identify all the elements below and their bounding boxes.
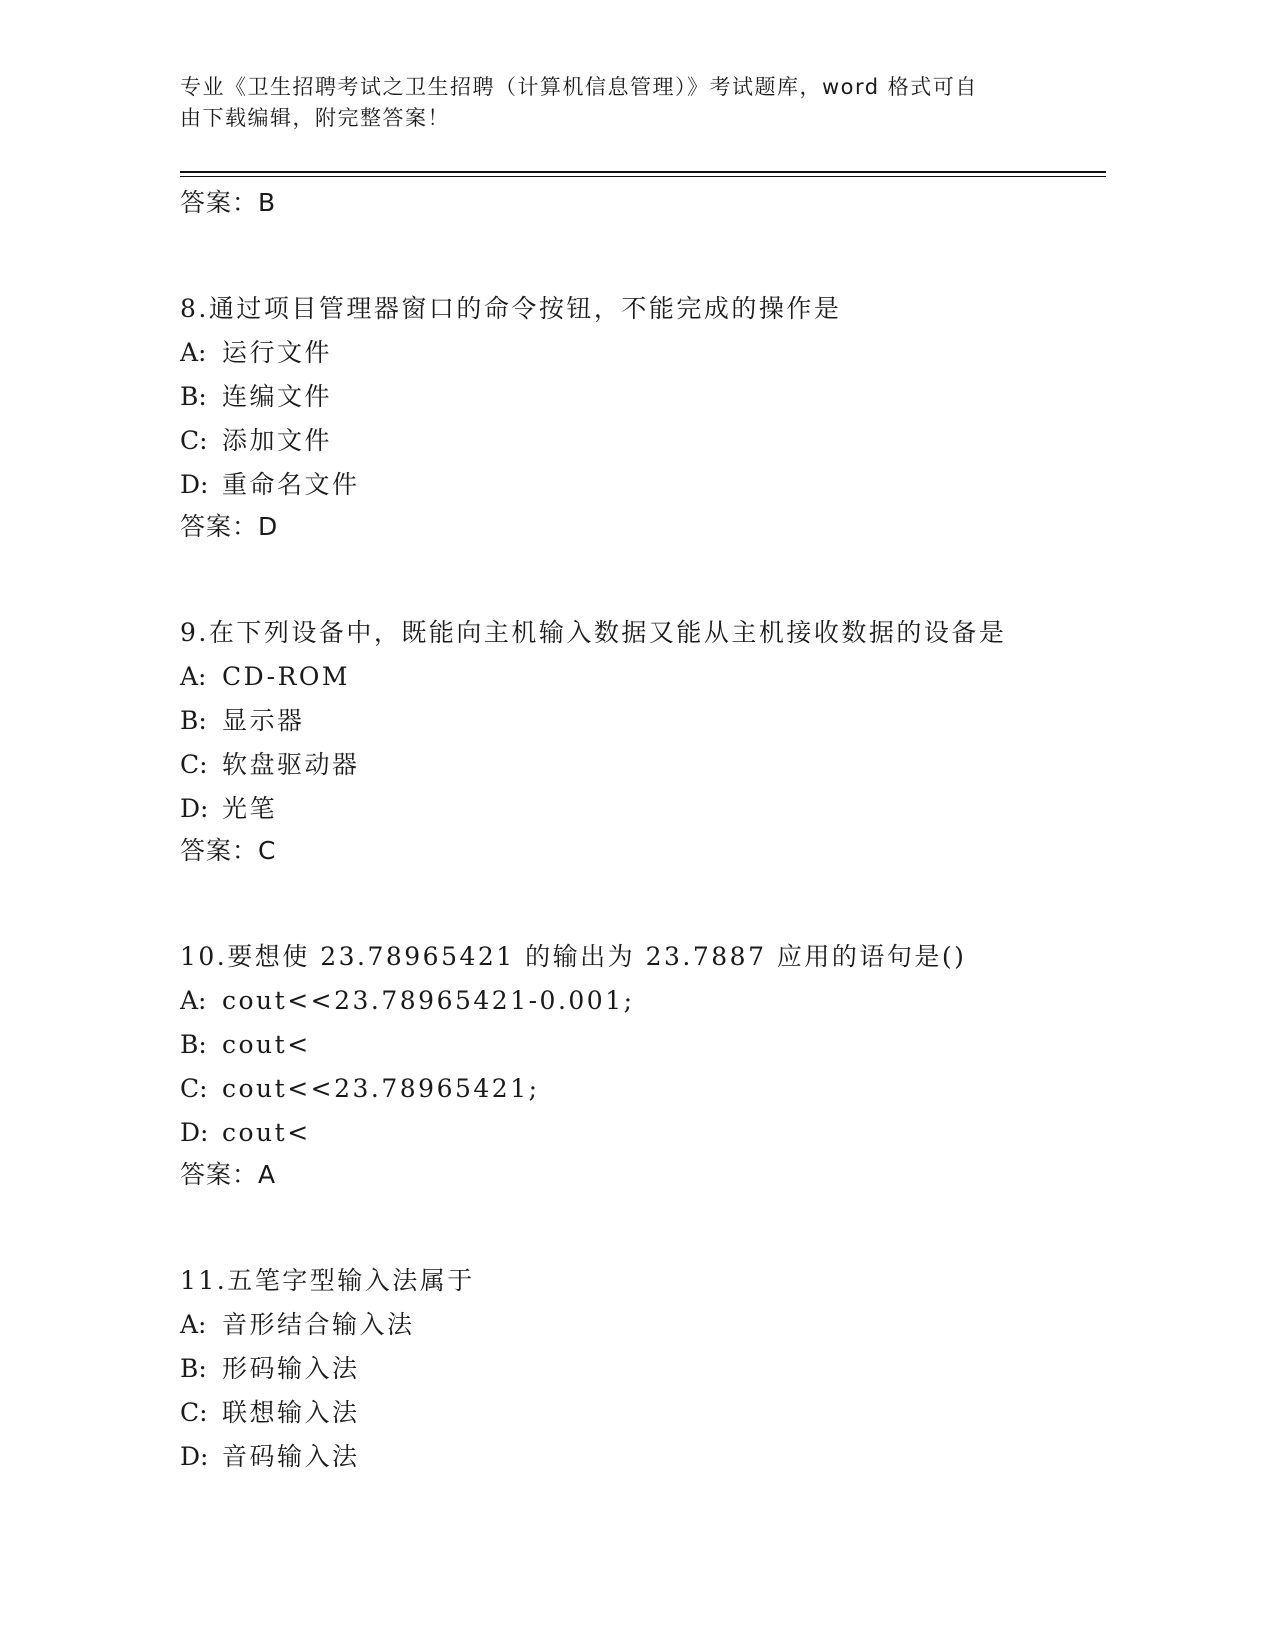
header-line-2: 由下载编辑，附完整答案！ bbox=[180, 106, 450, 130]
header-line-1: 专业《卫生招聘考试之卫生招聘（计算机信息管理）》考试题库，word 格式可自 bbox=[180, 75, 978, 99]
answer-line: 答案：C bbox=[180, 836, 277, 865]
option-c: C: 软盘驱动器 bbox=[180, 750, 360, 779]
question-list bbox=[180, 185, 1100, 1481]
option-a: A: 运行文件 bbox=[180, 338, 333, 367]
option-d: D: 光笔 bbox=[180, 794, 278, 823]
answer-line: 答案：A bbox=[180, 1160, 277, 1189]
option-c: C: 添加文件 bbox=[180, 426, 333, 455]
option-b: B: 形码输入法 bbox=[180, 1354, 360, 1383]
question-text: 8.通过项目管理器窗口的命令按钮，不能完成的操作是 bbox=[180, 294, 842, 323]
answer-line: 答案：D bbox=[180, 512, 279, 541]
option-a: A: cout<<23.78965421-0.001; bbox=[180, 986, 635, 1015]
option-b: B: 连编文件 bbox=[180, 382, 333, 411]
question-text: 11.五笔字型输入法属于 bbox=[180, 1266, 475, 1295]
question-text: 9.在下列设备中，既能向主机输入数据又能从主机接收数据的设备是 bbox=[180, 618, 1007, 647]
option-c: C: 联想输入法 bbox=[180, 1398, 360, 1427]
document-header bbox=[180, 72, 1040, 134]
option-a: A: 音形结合输入法 bbox=[180, 1310, 415, 1339]
option-d: D: 音码输入法 bbox=[180, 1442, 360, 1471]
question-text: 10.要想使 23.78965421 的输出为 23.7887 应用的语句是() bbox=[180, 942, 967, 971]
option-c: C: cout<<23.78965421; bbox=[180, 1074, 540, 1103]
option-b: B: 显示器 bbox=[180, 706, 305, 735]
header-divider bbox=[180, 171, 1106, 173]
header-divider-thin bbox=[180, 176, 1106, 177]
option-b: B: cout< bbox=[180, 1030, 311, 1059]
option-a: A: CD-ROM bbox=[180, 662, 351, 691]
option-d: D: cout< bbox=[180, 1118, 311, 1147]
option-d: D: 重命名文件 bbox=[180, 470, 360, 499]
answer-line: 答案：B bbox=[180, 188, 277, 217]
